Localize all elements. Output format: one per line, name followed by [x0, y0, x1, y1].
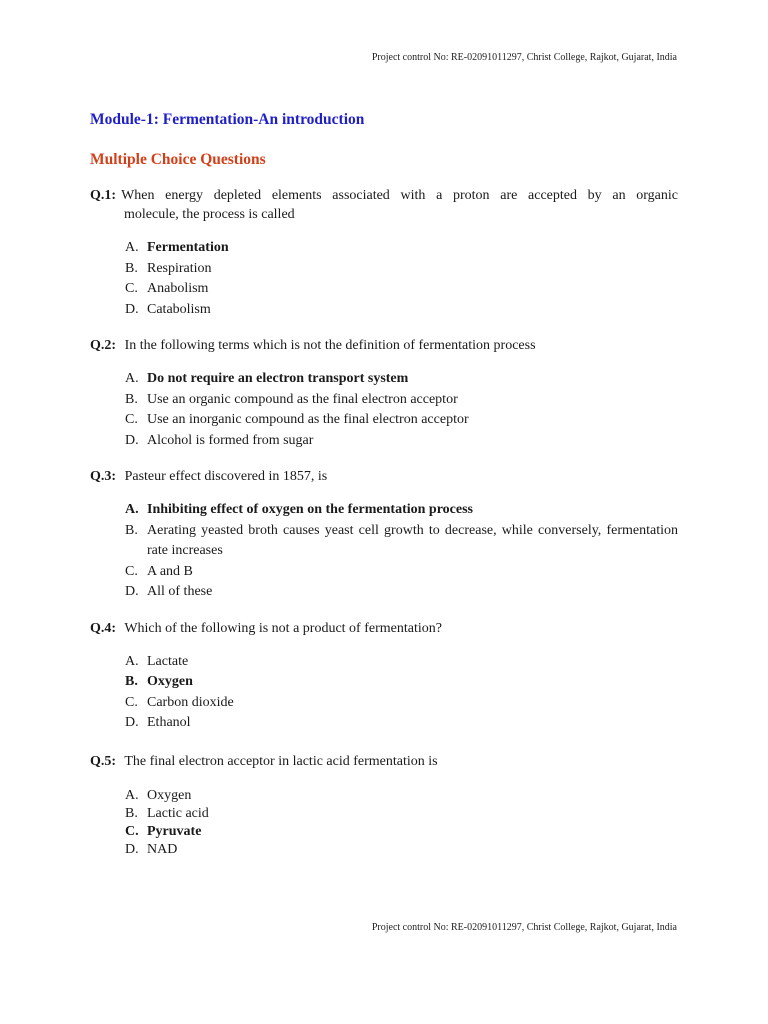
question-block-5: [90, 752, 678, 859]
option-letter: C.: [125, 823, 139, 839]
header-project-note: Project control No: RE-02091011297, Christ College, Rajkot, Gujarat, India: [371, 52, 677, 63]
option-5a: [125, 787, 678, 805]
option-text: Alcohol is formed from sugar: [147, 432, 314, 448]
option-2d: [125, 431, 678, 452]
question-text: Which of the following is not a product of fermentation?: [124, 620, 442, 636]
question-block-2: [90, 336, 678, 451]
option-1b: [125, 259, 678, 280]
option-2c: [125, 410, 678, 431]
option-letter: A.: [125, 240, 139, 255]
options-list-5: [90, 787, 678, 859]
option-text: Do not require an electron transport system: [147, 371, 409, 386]
option-letter: A.: [125, 653, 139, 669]
option-text: Carbon dioxide: [147, 694, 234, 710]
question-text-line-1: When energy depleted elements associated with a proton are accepted by an organic: [121, 188, 678, 203]
option-letter: C.: [125, 281, 138, 296]
option-text: All of these: [147, 584, 213, 599]
options-list-2: [90, 369, 678, 451]
question-number: Q.5:: [90, 753, 117, 769]
option-letter: B.: [125, 674, 138, 689]
option-text: Aerating yeasted broth causes yeast cell growth to decrease, while conversely, fermentation rate increases: [147, 522, 678, 558]
option-letter: C.: [125, 563, 138, 579]
option-4c: [125, 693, 678, 714]
question-text-line-2: molecule, the process is called: [124, 207, 295, 222]
question-1: [90, 186, 678, 224]
question-text: Pasteur effect discovered in 1857, is: [124, 469, 328, 484]
option-letter: D.: [125, 715, 139, 730]
question-number: Q.4:: [90, 620, 117, 636]
option-text: Inhibiting effect of oxygen on the fermentation process: [147, 502, 473, 517]
option-1d: [125, 300, 678, 321]
question-block-4: [90, 619, 678, 734]
options-list-1: [90, 238, 678, 320]
option-letter: A.: [125, 371, 139, 386]
section-title: Multiple Choice Questions: [90, 151, 266, 168]
option-text: Catabolism: [147, 301, 211, 317]
module-title: Module-1: Fermentation-An introduction: [90, 111, 365, 128]
option-3c: [125, 562, 678, 583]
option-letter: D.: [125, 584, 139, 599]
option-4d: [125, 713, 678, 734]
option-letter: D.: [125, 841, 139, 857]
question-2: [90, 336, 678, 355]
option-text: Ethanol: [147, 715, 191, 730]
option-text: NAD: [147, 841, 178, 857]
option-letter: D.: [125, 301, 139, 317]
option-text: Pyruvate: [147, 823, 202, 839]
option-letter: C.: [125, 412, 138, 427]
option-5d: [125, 841, 678, 859]
question-3: [90, 467, 678, 486]
option-4b: [125, 672, 678, 693]
option-letter: B.: [125, 805, 138, 821]
option-4a: [125, 652, 678, 673]
option-text: Oxygen: [147, 787, 192, 803]
question-block-3: [90, 467, 678, 603]
option-letter: A.: [125, 502, 139, 517]
question-text: The final electron acceptor in lactic acid fermentation is: [124, 753, 438, 769]
question-block-1: [90, 186, 678, 320]
question-5: [90, 752, 678, 771]
option-text: Fermentation: [147, 240, 229, 255]
footer-project-note: Project control No: RE-02091011297, Christ College, Rajkot, Gujarat, India: [371, 922, 677, 933]
option-text: Lactate: [147, 653, 189, 669]
option-text: Respiration: [147, 260, 212, 276]
options-list-4: [90, 652, 678, 734]
option-5c: [125, 823, 678, 841]
option-letter: C.: [125, 694, 138, 710]
option-5b: [125, 805, 678, 823]
option-3d: [125, 582, 678, 603]
option-letter: D.: [125, 432, 139, 448]
option-letter: B.: [125, 260, 138, 276]
option-letter: B.: [125, 522, 138, 538]
options-list-3: [90, 500, 678, 603]
page-content: [90, 110, 678, 875]
option-letter: A.: [125, 787, 139, 803]
question-number: Q.2:: [90, 338, 117, 353]
option-text: Use an inorganic compound as the final electron acceptor: [147, 412, 469, 427]
option-text: Anabolism: [147, 281, 209, 296]
option-1c: [125, 279, 678, 300]
option-text: Use an organic compound as the final electron acceptor: [147, 391, 458, 407]
option-2b: [125, 390, 678, 411]
option-text: A and B: [147, 563, 193, 579]
option-3a: [125, 500, 678, 521]
question-number: Q.1:: [90, 188, 117, 203]
option-text: Oxygen: [147, 674, 193, 689]
option-2a: [125, 369, 678, 390]
option-letter: B.: [125, 391, 138, 407]
question-text: In the following terms which is not the definition of fermentation process: [124, 338, 536, 353]
option-3b: [125, 521, 678, 562]
question-number: Q.3:: [90, 469, 117, 484]
option-text: Lactic acid: [147, 805, 209, 821]
question-1-line-1: [90, 186, 678, 205]
option-1a: [125, 238, 678, 259]
question-4: [90, 619, 678, 638]
